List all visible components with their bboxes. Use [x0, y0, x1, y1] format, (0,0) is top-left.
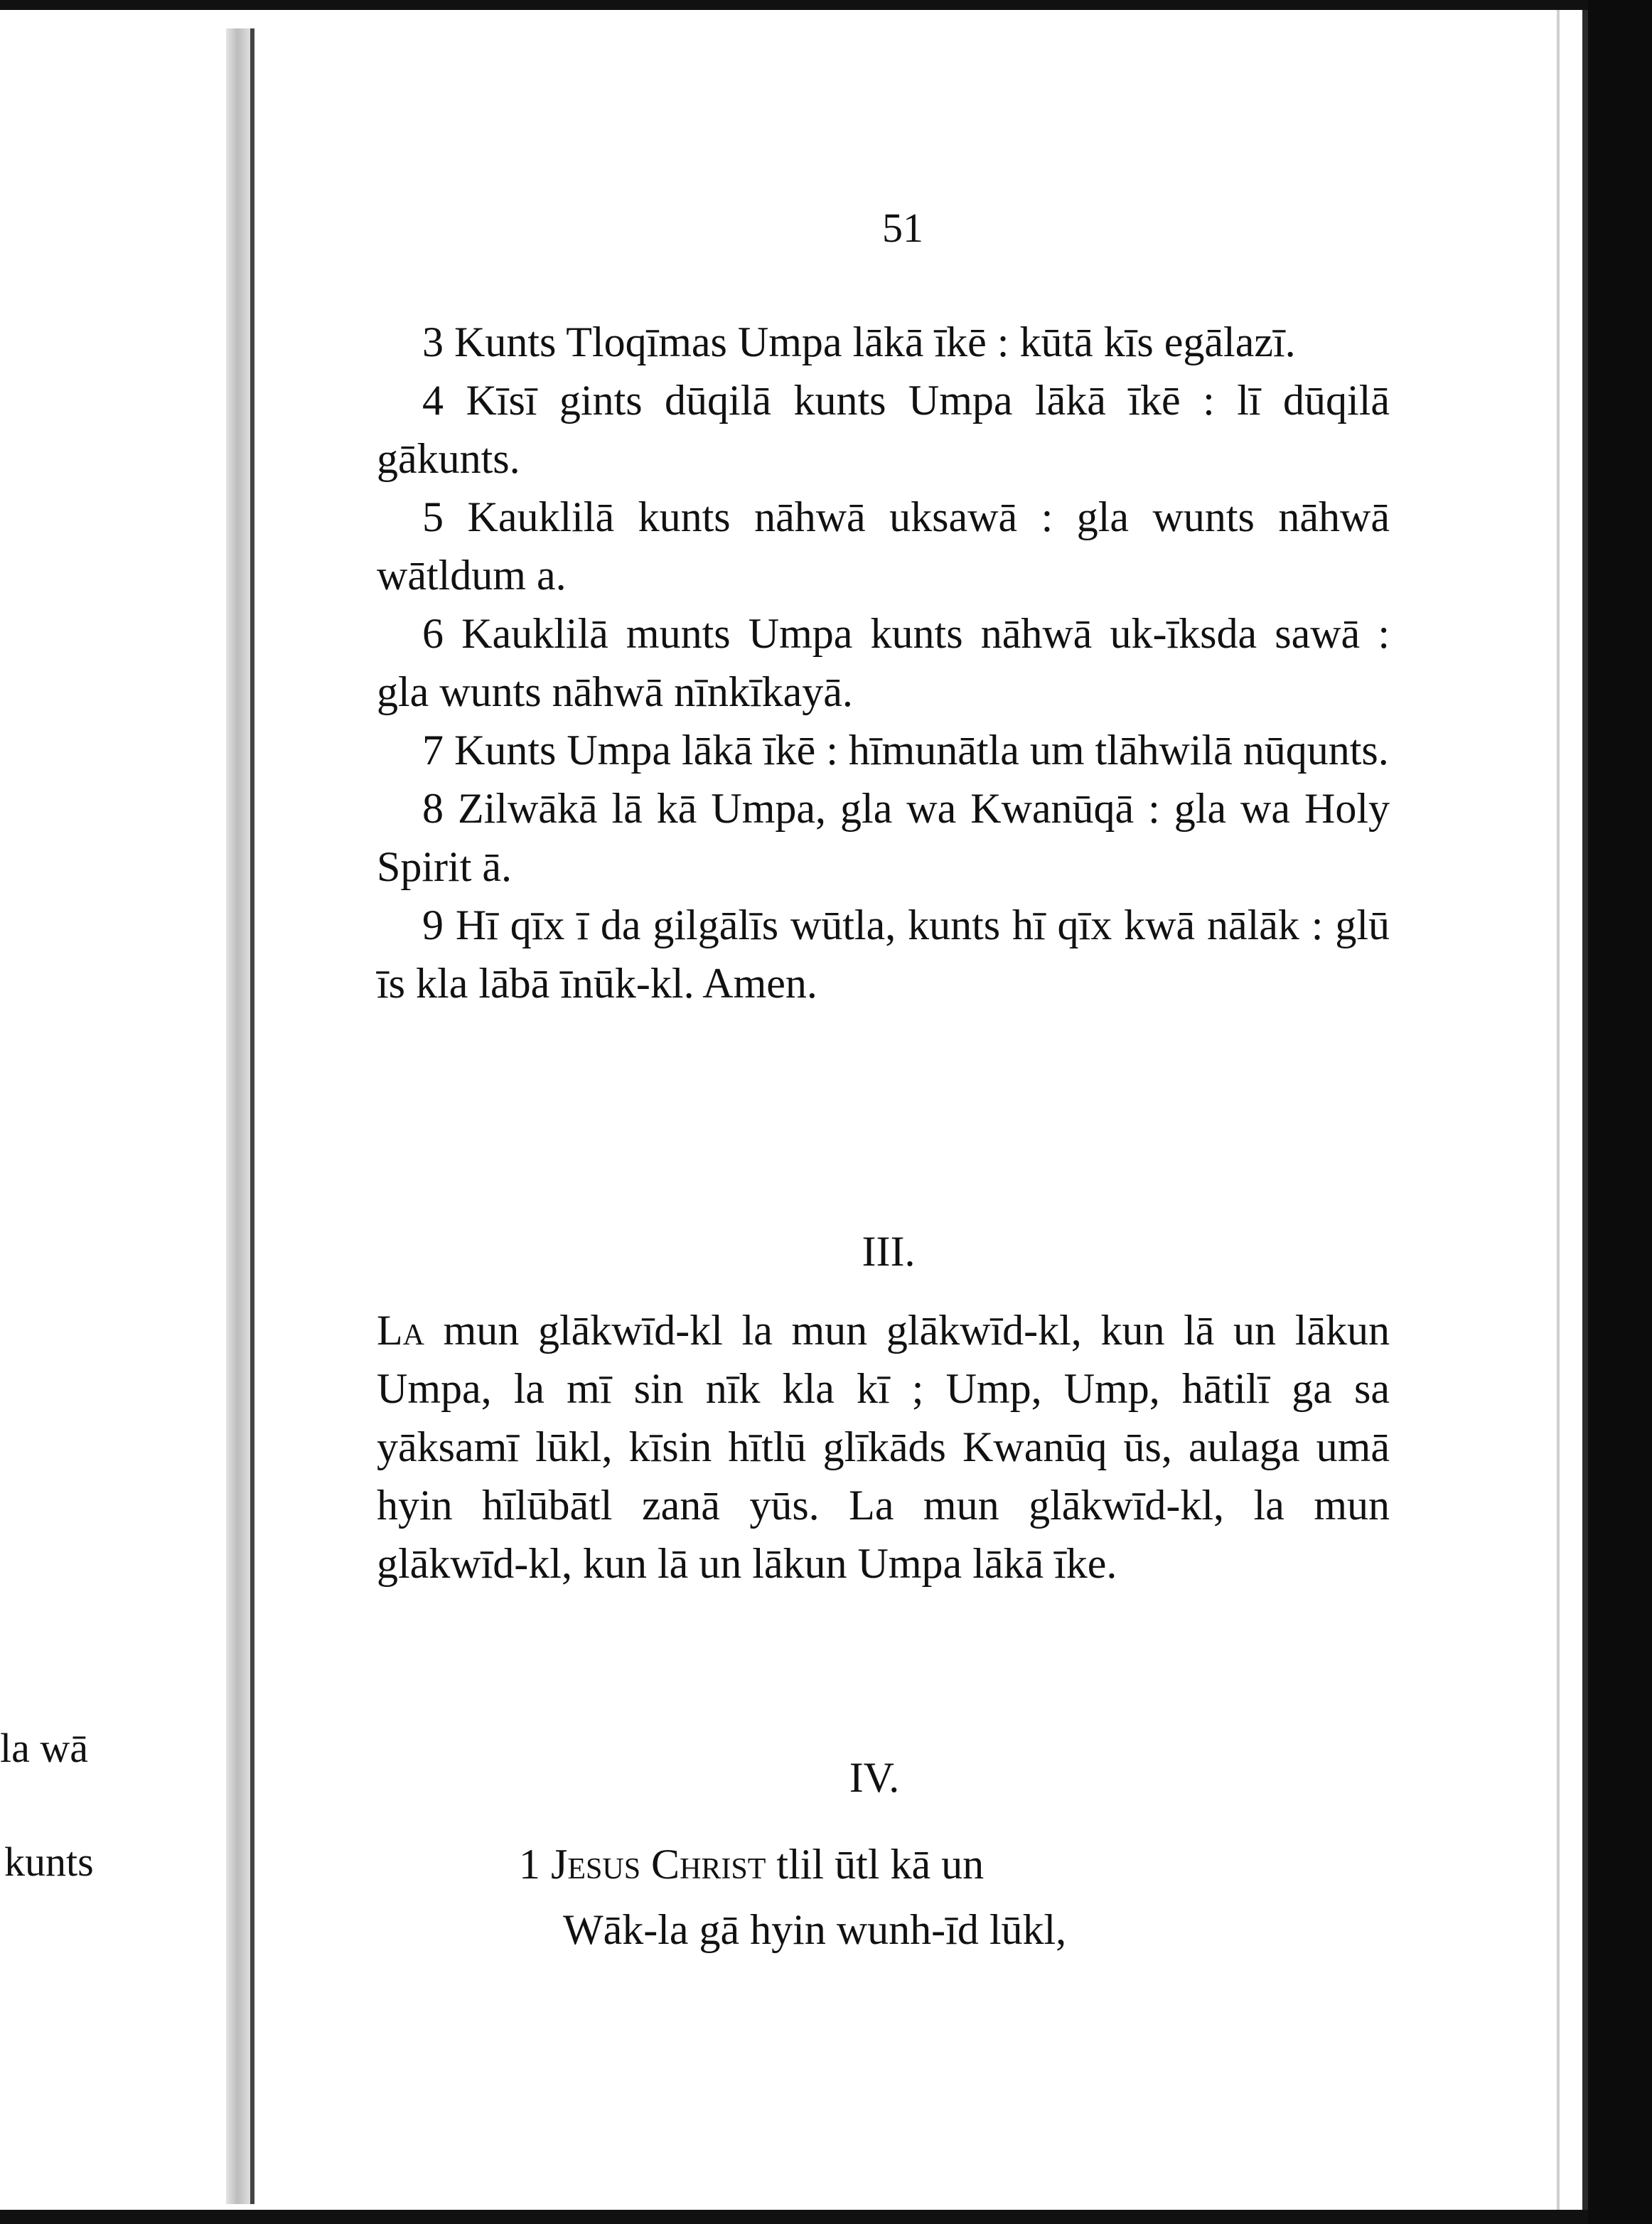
- hymn-line-2: Wāk-la gā hyin wunh-īd lūkl,: [563, 1906, 1067, 1953]
- section-4-heading: IV.: [849, 1754, 900, 1801]
- hymn-line-1-number: 1: [519, 1841, 540, 1888]
- section-3-heading: III.: [862, 1228, 916, 1275]
- facing-page-line-2: kunts: [4, 1839, 94, 1885]
- page-number: 51: [882, 205, 923, 251]
- verse-8: 8 Zilwākā lā kā Umpa, gla wa Kwanūqā : gla wa Holy Spirit ā.: [377, 785, 1390, 890]
- scan-edge-top: [0, 0, 1652, 10]
- section-3-body: mun glākwīd-kl la mun glākwīd-kl, kun lā un lākun Umpa, la mī sin nīk kla kī ; Ump, Ump, hātilī ga sa yāksamī lūkl, kīsin hītlū glīkāds Kwanūq ūs, aulaga umā hyin hīlūbātl zanā yūs. La mun glākwīd-kl, la mun glākwīd-kl, kun lā un lākun Umpa lākā īke.: [377, 1307, 1390, 1587]
- verse-9: 9 Hī qīx ī da gilgālīs wūtla, kunts hī qīx kwā nālāk : glū īs kla lābā īnūk-kl. Amen.: [377, 902, 1390, 1007]
- hymn-line-1: [519, 1843, 984, 1886]
- verse-7: 7 Kunts Umpa lākā īkē : hīmunātla um tlāhwilā nūqunts.: [422, 727, 1389, 774]
- verse-5: 5 Kauklilā kunts nāhwā uksawā : gla wunts nāhwā wātldum a.: [377, 493, 1390, 599]
- section-3-paragraph: [377, 1301, 1390, 1593]
- hymn-line-1-rest: tlil ūtl kā un: [776, 1841, 985, 1888]
- verse-4: 4 Kīsī gints dūqilā kunts Umpa lākā īkē : lī dūqilā gākunts.: [377, 377, 1390, 482]
- hymn-line-1-name: Jesus Christ: [551, 1841, 766, 1888]
- verse-3: 3 Kunts Tloqīmas Umpa lākā īkē : kūtā kīs egālazī.: [422, 319, 1296, 365]
- scan-edge-strip: [1582, 10, 1588, 2210]
- book-spine-edge: [250, 28, 254, 2204]
- facing-page-line-1: la wā: [0, 1725, 88, 1771]
- section-3-text: [377, 1301, 1390, 1593]
- verse-6: 6 Kauklilā munts Umpa kunts nāhwā uk-īksda sawā : gla wunts nāhwā nīnkīkayā.: [377, 610, 1390, 715]
- section-3-lead-word: La: [377, 1307, 424, 1354]
- section-2-verses: [377, 313, 1390, 1012]
- scan-edge-bottom: [0, 2210, 1652, 2224]
- scan-edge-right: [1588, 0, 1652, 2224]
- page-edge-shadow: [1557, 10, 1560, 2210]
